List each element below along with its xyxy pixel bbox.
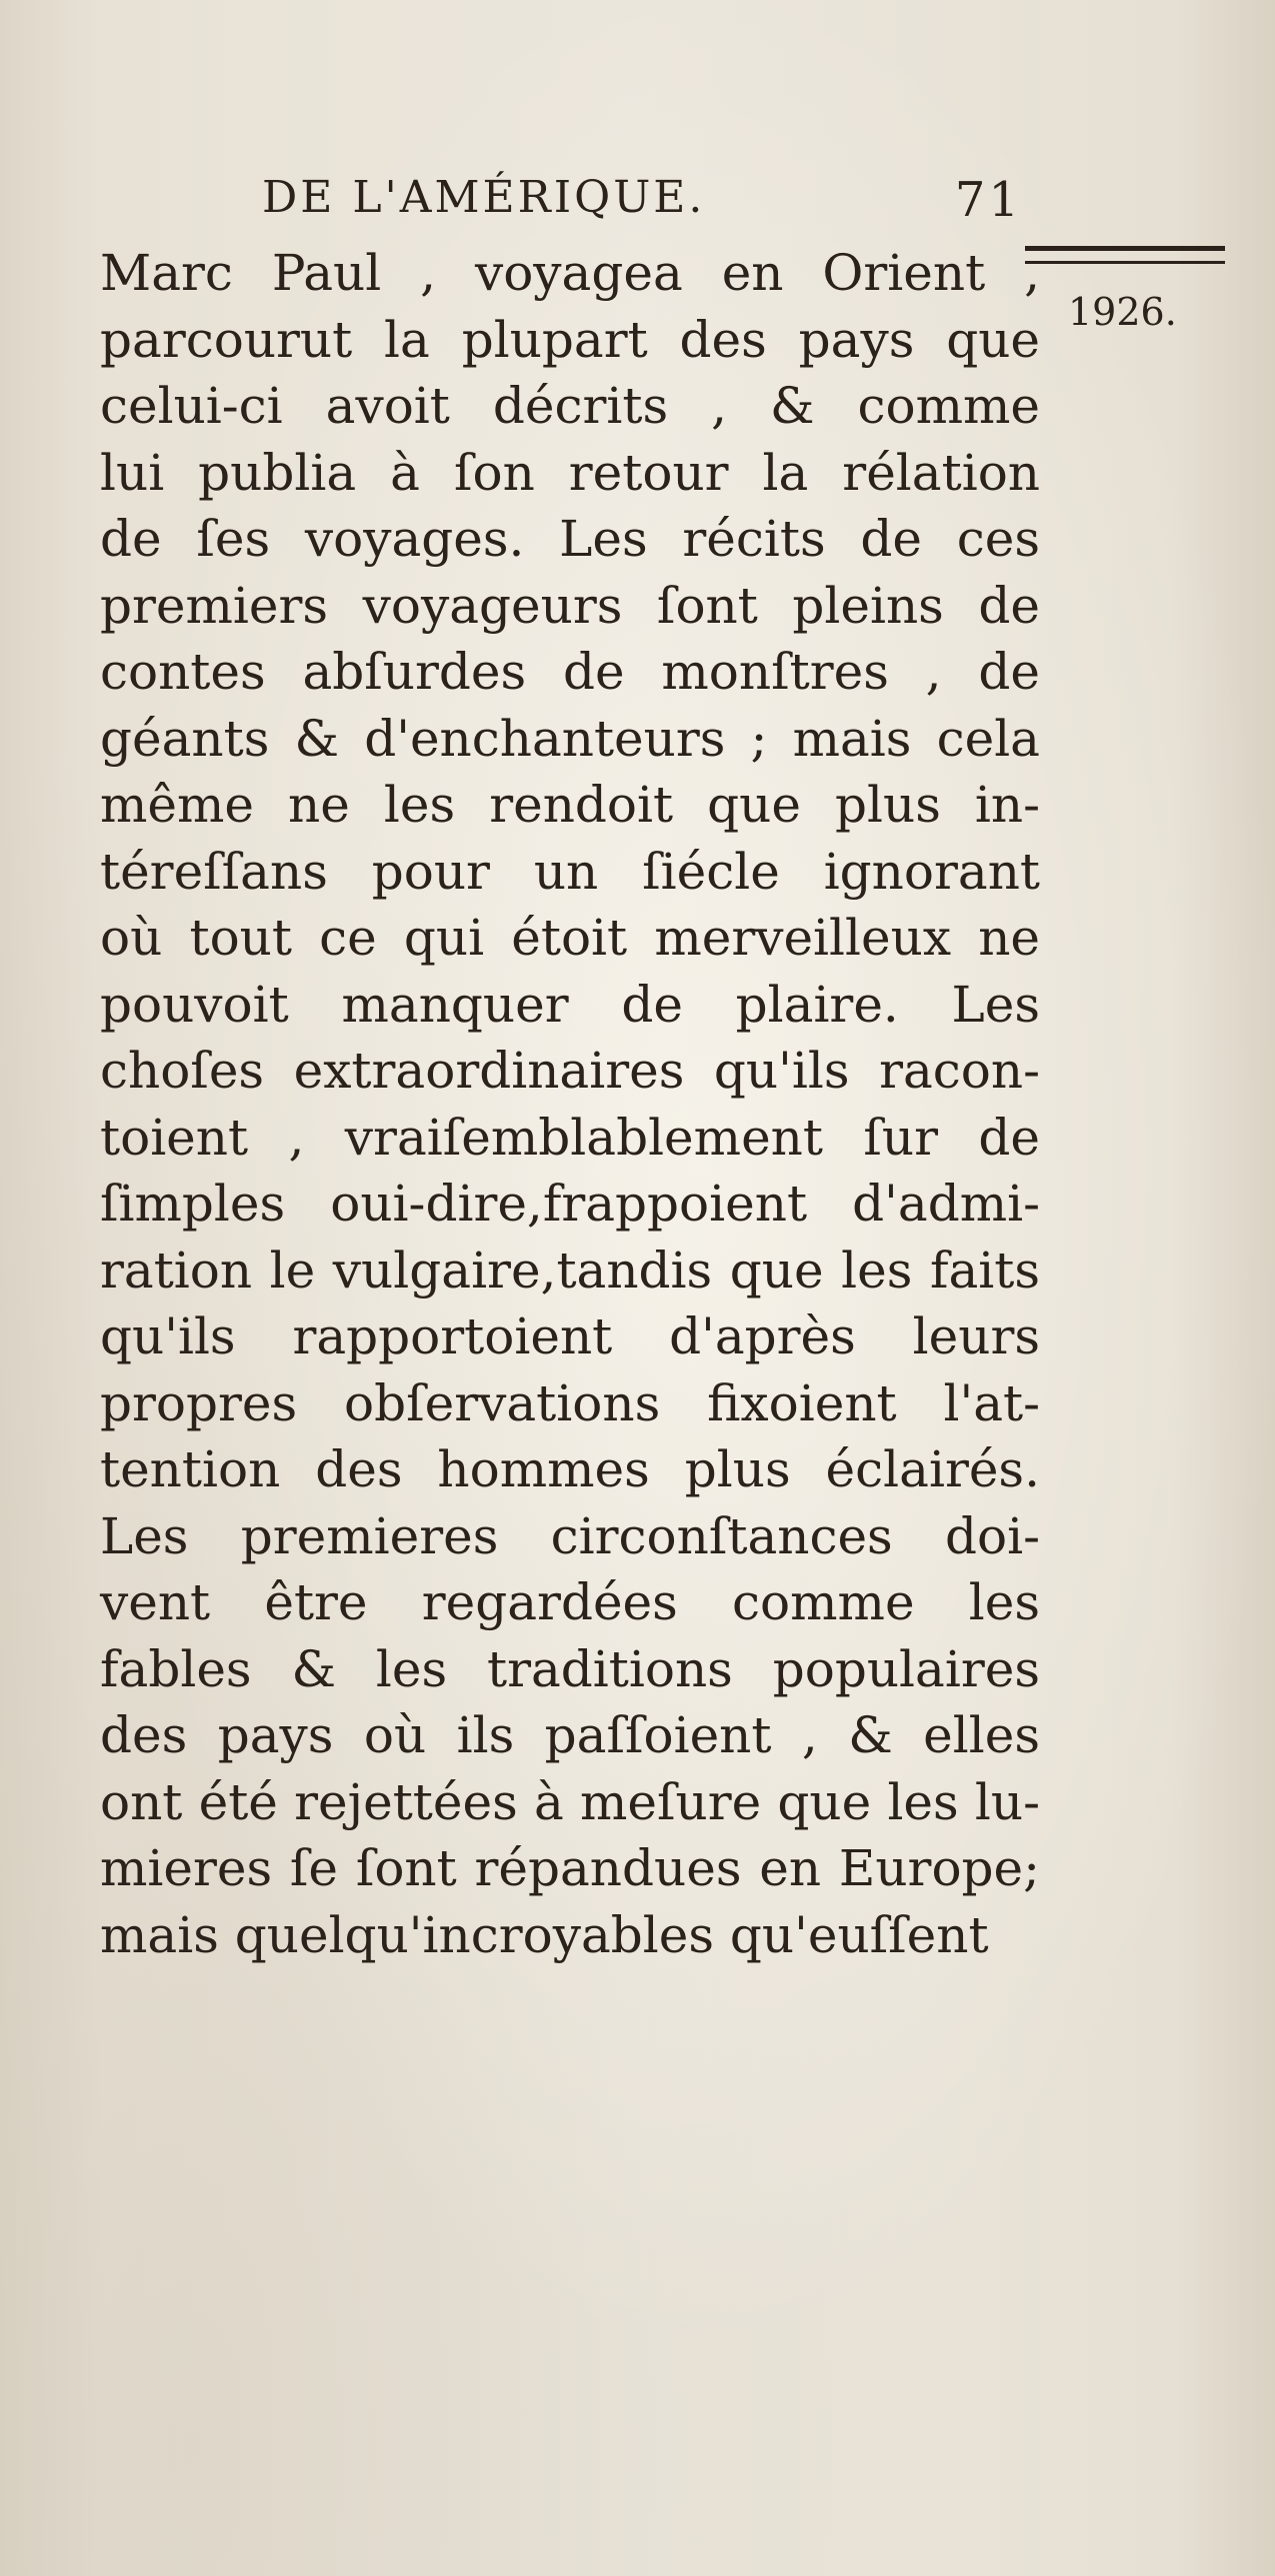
text-line: vent être regardées comme les [100, 1573, 1040, 1631]
running-title: DE L'AMÉRIQUE. [262, 172, 706, 223]
text-line: choſes extraordinaires qu'ils racon- [100, 1042, 1040, 1100]
text-line: propres obſervations fixoient l'at- [100, 1373, 1040, 1432]
text-line: Les premieres circonſtances doi- [100, 1506, 1040, 1565]
page-number: 71 [954, 172, 1022, 228]
text-line: où tout ce qui étoit merveilleux ne [100, 909, 1040, 967]
text-line: ſimples oui-dire,frappoient d'admi- [100, 1175, 1040, 1233]
text-line: téreſſans pour un ſiécle ignorant [100, 842, 1040, 901]
text-line: ration le vulgaire,tandis que les faits [100, 1241, 1040, 1299]
margin-year-note: 1926. [1068, 290, 1177, 334]
text-line: lui publia à ſon retour la rélation [100, 443, 1040, 502]
text-line: pouvoit manquer de plaire. Les [100, 975, 1040, 1034]
margin-rule [1025, 246, 1225, 264]
text-line: toient , vraiſemblablement ſur de [100, 1108, 1040, 1167]
text-line: ont été rejettées à meſure que les lu- [100, 1772, 1040, 1831]
text-line: même ne les rendoit que plus in- [100, 776, 1040, 834]
body-text [100, 240, 1040, 1968]
text-line: mais quelqu'incroyables qu'euſſent [100, 1905, 989, 1964]
text-line: fables & les traditions populaires [100, 1639, 1040, 1698]
text-line: celui-ci avoit décrits , & comme [100, 377, 1040, 435]
text-line: contes abſurdes de monſtres , de [100, 643, 1040, 701]
text-line: qu'ils rapportoient d'après leurs [100, 1307, 1040, 1365]
text-line: premiers voyageurs ſont pleins de [100, 576, 1040, 635]
running-head [262, 172, 1022, 232]
text-line: Marc Paul , voyagea en Orient , [100, 244, 1040, 302]
text-line: mieres ſe ſont répandues en Europe; [100, 1839, 1040, 1897]
text-line: parcourut la plupart des pays que [100, 310, 1040, 369]
text-line: des pays où ils paſſoient , & elles [100, 1706, 1040, 1764]
text-line: de ſes voyages. Les récits de ces [100, 510, 1040, 568]
text-line: tention des hommes plus éclairés. [100, 1440, 1040, 1498]
text-line: géants & d'enchanteurs ; mais cela [100, 709, 1040, 768]
